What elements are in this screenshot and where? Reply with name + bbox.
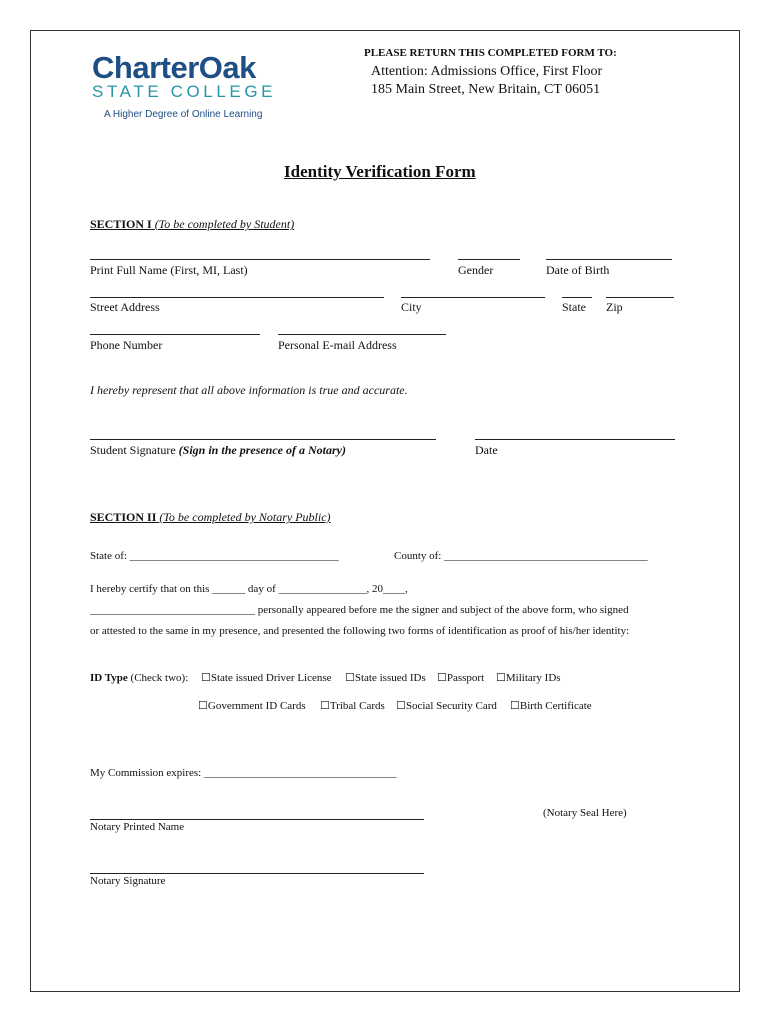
id-option-label: Tribal Cards [329,700,385,712]
id-checkbox-military-ids[interactable]: ☐Military IDs [496,672,561,684]
email-field[interactable] [278,334,446,335]
city-label: City [401,300,422,314]
section2-heading-note: (To be completed by Notary Public) [159,510,331,524]
notary-printed-name-label: Notary Printed Name [90,821,185,833]
dob-field[interactable] [546,259,672,260]
section1-heading [90,217,294,232]
attested-text: or attested to the same in my presence, and presented the following two forms of identification as proof of his/her identity: [90,625,630,637]
county-of-field[interactable]: County of: _____________________________________ [394,550,648,562]
notary-seal-text: (Notary Seal Here) [543,807,627,819]
id-option-label: Passport [446,672,485,684]
state-label: State [562,300,586,314]
id-checkbox-state-ids[interactable]: ☐State issued IDs [345,672,426,684]
student-signature-prefix: Student Signature [90,443,179,457]
college-logo-name: CharterOak [92,50,256,85]
college-logo-tagline: A Higher Degree of Online Learning [104,109,263,120]
state-of-field[interactable]: State of: ______________________________________ [90,550,339,562]
id-checkbox-birth-certificate[interactable]: ☐Birth Certificate [510,700,592,712]
college-logo-subtitle: STATE COLLEGE [92,82,277,101]
id-type-bold: ID Type [90,672,128,684]
id-checkbox-passport[interactable]: ☐Passport [437,672,485,684]
phone-field[interactable] [90,334,260,335]
gender-label: Gender [458,263,494,277]
id-option-label: Military IDs [505,672,561,684]
notary-presence-note: (Sign in the presence of a Notary) [178,443,346,457]
signature-date-label: Date [475,443,498,457]
attestation-text: I hereby represent that all above information is true and accurate. [90,383,408,397]
city-field[interactable] [401,297,545,298]
id-option-label: Birth Certificate [519,700,592,712]
full-name-label: Print Full Name (First, MI, Last) [90,263,248,277]
zip-label: Zip [606,300,623,314]
id-type-note: (Check two): [127,672,189,684]
id-checkbox-driver-license[interactable]: ☐State issued Driver License [201,672,332,684]
notary-signature-field[interactable] [90,873,424,874]
id-option-label: State issued Driver License [210,672,332,684]
return-address-line1: Attention: Admissions Office, First Floor [371,64,603,79]
street-field[interactable] [90,297,384,298]
student-signature-field[interactable] [90,439,436,440]
zip-field[interactable] [606,297,674,298]
return-address-line2: 185 Main Street, New Britain, CT 06051 [371,82,601,97]
street-label: Street Address [90,300,160,314]
id-checkbox-social-security[interactable]: ☐Social Security Card [396,700,497,712]
signature-date-field[interactable] [475,439,675,440]
section2-heading [90,510,331,525]
form-title: Identity Verification Form [284,162,476,181]
full-name-field[interactable] [90,259,430,260]
state-field[interactable] [562,297,592,298]
return-heading: PLEASE RETURN THIS COMPLETED FORM TO: [364,47,617,59]
section2-heading-label: SECTION II [90,510,157,524]
notary-signature-label: Notary Signature [90,875,166,887]
section1-heading-note: (To be completed by Student) [154,217,295,231]
id-type-label [90,672,188,684]
id-option-label: Government ID Cards [207,700,306,712]
id-option-label: State issued IDs [354,672,426,684]
section1-heading-label: SECTION I [90,217,152,231]
dob-label: Date of Birth [546,263,610,277]
phone-label: Phone Number [90,338,163,352]
email-label: Personal E-mail Address [278,338,397,352]
id-checkbox-government-id[interactable]: ☐Government ID Cards [198,700,306,712]
gender-field[interactable] [458,259,520,260]
id-checkbox-tribal-cards[interactable]: ☐Tribal Cards [320,700,385,712]
id-option-label: Social Security Card [405,700,497,712]
certify-text[interactable]: I hereby certify that on this ______ day of ________________, 20____, [90,583,408,595]
student-signature-label [90,443,346,458]
appeared-text[interactable]: ______________________________ personally appeared before me the signer and subject of the above form, who signed [90,604,629,616]
notary-printed-name-field[interactable] [90,819,424,820]
commission-expires-field[interactable]: My Commission expires: ___________________________________ [90,767,397,779]
